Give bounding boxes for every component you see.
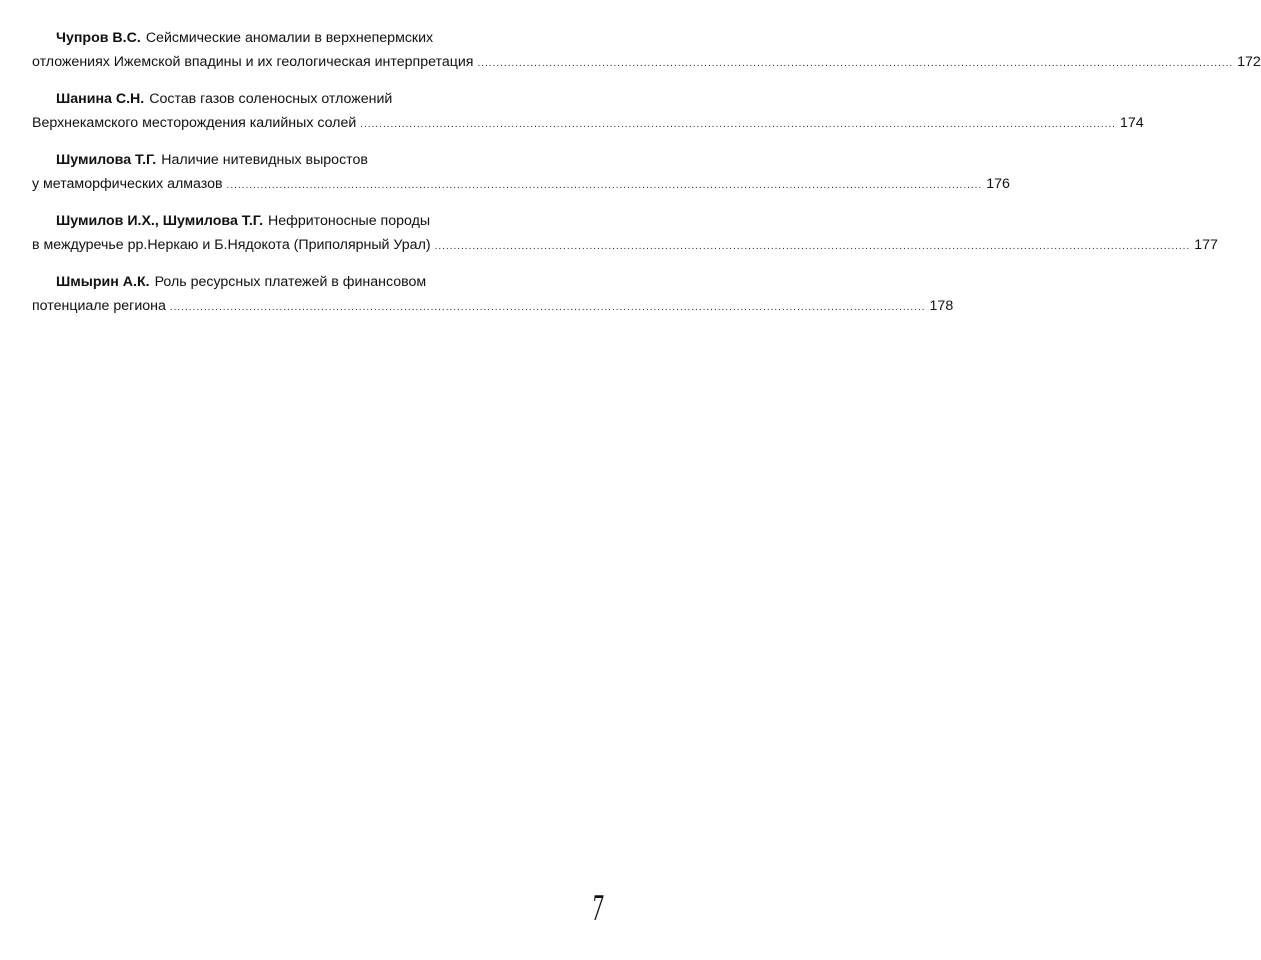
toc-entry-title: Сейсмические аномалии в верхнепермских bbox=[145, 30, 434, 46]
toc-entry-author: Шумилов И.Х., Шумилова Т.Г. bbox=[56, 213, 264, 229]
toc-entry-first-line bbox=[32, 148, 584, 172]
toc-entry-title: Состав газов соленосных отложений bbox=[149, 91, 393, 107]
toc-entry-last-line bbox=[32, 50, 1261, 76]
toc-entry-first-line bbox=[32, 87, 584, 111]
toc-entry-author: Шанина С.Н. bbox=[56, 91, 145, 107]
dot-leader: ........................................................................................................................................................................................................ bbox=[169, 302, 926, 313]
toc-entry-title: Роль ресурсных платежей в финансовом bbox=[154, 274, 427, 290]
toc-entry-author: Шумилова Т.Г. bbox=[56, 152, 157, 168]
toc-entry bbox=[32, 270, 954, 320]
dot-leader: ........................................................................................................................................................................................................ bbox=[226, 180, 983, 191]
toc-entry-last-line bbox=[32, 294, 954, 320]
dot-leader: ........................................................................................................................................................................................................ bbox=[360, 119, 1116, 130]
toc-entry-first-line bbox=[32, 270, 584, 294]
table-of-contents bbox=[32, 26, 1261, 331]
toc-entry-title: Нефритоносные породы bbox=[268, 213, 431, 229]
toc-entry-title-continued: потенциале региона bbox=[32, 298, 166, 314]
toc-entry-last-line bbox=[32, 111, 1144, 137]
toc-entry-title: Наличие нитевидных выростов bbox=[161, 152, 368, 168]
toc-entry-author: Шмырин А.К. bbox=[56, 274, 150, 290]
toc-entry-page: 177 bbox=[1194, 237, 1218, 253]
dot-leader: ........................................................................................................................................................................................................ bbox=[477, 58, 1234, 69]
toc-entry-first-line bbox=[32, 26, 584, 50]
toc-entry-last-line bbox=[32, 172, 1010, 198]
toc-entry bbox=[32, 87, 1144, 137]
toc-entry-author: Чупров В.С. bbox=[56, 30, 141, 46]
toc-entry bbox=[32, 148, 1010, 198]
toc-entry-title-continued: Верхнекамского месторождения калийных солей bbox=[32, 115, 357, 131]
toc-entry bbox=[32, 209, 1218, 259]
dot-leader: ........................................................................................................................................................................................................ bbox=[434, 241, 1191, 252]
toc-entry-title-continued: в междуречье рр.Неркаю и Б.Нядокота (Приполярный Урал) bbox=[32, 237, 431, 253]
toc-entry-title-continued: у метаморфических алмазов bbox=[32, 176, 223, 192]
toc-entry bbox=[32, 26, 1261, 76]
toc-entry-page: 172 bbox=[1237, 54, 1261, 70]
toc-entry-page: 176 bbox=[986, 176, 1010, 192]
toc-entry-last-line bbox=[32, 233, 1218, 259]
toc-entry-first-line bbox=[32, 209, 584, 233]
page-number: 7 bbox=[592, 889, 604, 929]
toc-entry-title-continued: отложениях Ижемской впадины и их геологическая интерпретация bbox=[32, 54, 474, 70]
toc-entry-page: 178 bbox=[929, 298, 954, 314]
toc-entry-page: 174 bbox=[1119, 115, 1144, 131]
